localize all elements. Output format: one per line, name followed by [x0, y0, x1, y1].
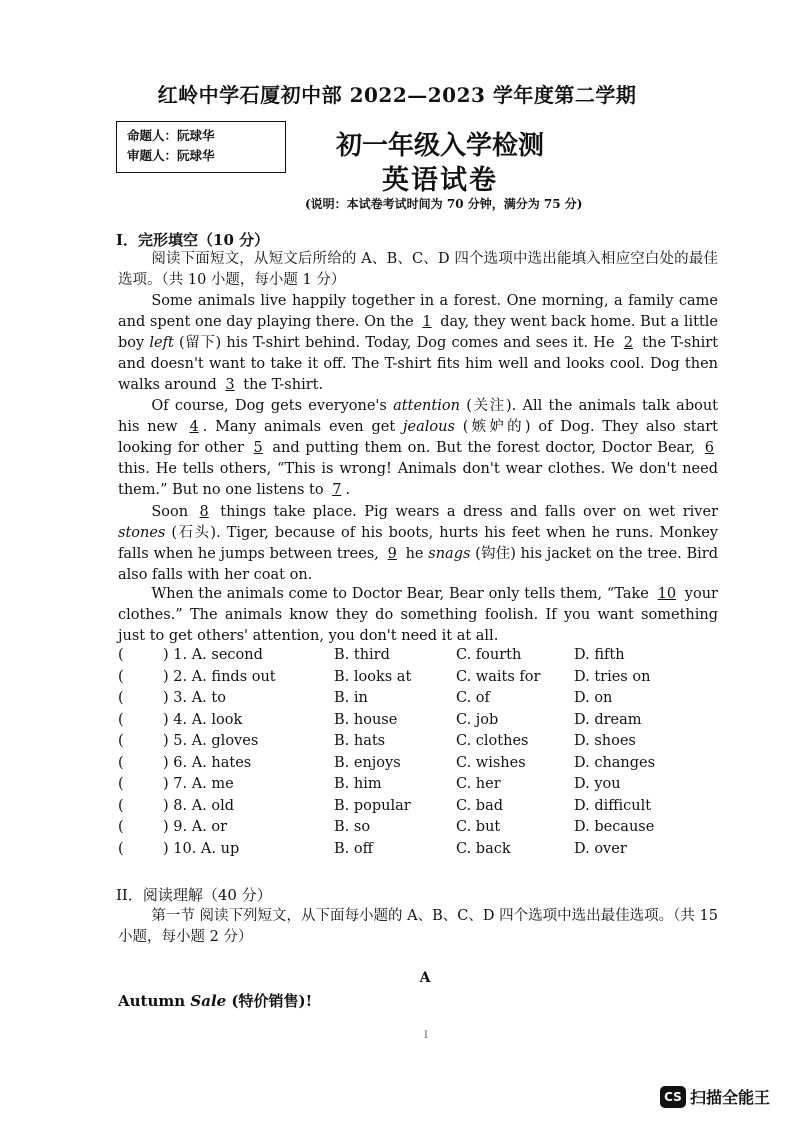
answer-paren: (	[118, 776, 124, 792]
option-b: B. so	[334, 819, 371, 835]
blank-8: 8	[199, 504, 209, 520]
autumn-sale-title: Autumn Sale (特价销售)!	[118, 992, 313, 1010]
question-row	[118, 690, 718, 711]
option-c: C. back	[456, 840, 511, 857]
option-d: D. on	[574, 690, 613, 706]
question-row	[118, 776, 718, 797]
option-b: B. third	[334, 647, 390, 663]
answer-paren: (	[118, 668, 124, 685]
option-b: B. enjoys	[334, 754, 401, 771]
answer-paren: (	[118, 733, 124, 749]
blank-1: 1	[422, 314, 432, 330]
blank-9: 9	[387, 546, 397, 562]
question-row	[118, 647, 718, 668]
option-a: ) 7. A. me	[163, 776, 234, 792]
option-c: C. her	[456, 776, 501, 792]
question-row	[118, 798, 718, 819]
option-c: C. fourth	[456, 647, 522, 663]
section2-instructions: 第一节 阅读下列短文，从下面每小题的 A、B、C、D 四个选项中选出最佳选项。（共 15 小题，每小题 2 分）	[118, 908, 718, 945]
section1-heading: I．完形填空（10 分）	[116, 231, 270, 249]
answer-paren: (	[118, 754, 124, 771]
option-d: D. you	[574, 776, 621, 792]
option-d: D. shoes	[574, 733, 636, 749]
option-a: ) 10. A. up	[163, 840, 240, 857]
author-line: 命题人：阮球华	[127, 128, 215, 143]
answer-paren: (	[118, 819, 124, 835]
answer-paren: (	[118, 690, 124, 706]
option-c: C. clothes	[456, 733, 529, 749]
option-a: ) 8. A. old	[163, 797, 235, 814]
option-a: ) 1. A. second	[163, 647, 263, 663]
passage-paragraph-1: Some animals live happily together in a forest. One morning, a family came and spent one day playing there. On the 1 day, they went back home. But a little boy left (留下) his T-shirt behind. Today, Dog comes and sees it. He 2 the T-shirt and doesn't want to take it off. The T-shirt fits him well and looks cool. Dog then walks around 3 the T-shirt.	[118, 293, 719, 393]
option-c: C. wishes	[456, 754, 526, 771]
camscanner-logo-icon: CS	[660, 1086, 686, 1108]
question-row	[118, 733, 718, 754]
exam-subject: 英语试卷	[382, 165, 498, 196]
blank-6: 6	[704, 440, 715, 456]
option-b: B. house	[334, 711, 398, 728]
option-b: B. in	[334, 690, 368, 706]
option-a: ) 9. A. or	[163, 819, 228, 835]
option-a: ) 4. A. look	[163, 711, 243, 728]
option-d: D. tries on	[574, 668, 651, 685]
option-a: ) 2. A. finds out	[163, 668, 276, 685]
blank-4: 4	[189, 419, 199, 435]
blank-7: 7	[332, 482, 342, 498]
answer-paren: (	[118, 647, 124, 663]
section2-heading: II．阅读理解（40 分）	[116, 886, 272, 904]
option-d: D. difficult	[574, 797, 652, 814]
author-box	[116, 121, 286, 173]
option-d: D. dream	[574, 711, 642, 728]
option-d: D. changes	[574, 754, 656, 771]
blank-10: 10	[657, 586, 677, 602]
passage-paragraph-3: Soon 8 things take place. Pig wears a dress and falls over on wet river stones (石头). Tiger, because of his boots, hurts his feet when he runs. Monkey falls when he jumps between trees, 9 he snags (钩住) his jacket on the tree. Bird also falls with her coat on.	[118, 504, 719, 583]
reviewer-line: 审题人：阮球华	[127, 148, 215, 163]
question-row	[118, 819, 718, 840]
part-label: A	[419, 970, 431, 986]
option-a: ) 3. A. to	[163, 690, 226, 706]
blank-2: 2	[623, 335, 633, 351]
answer-paren: (	[118, 840, 124, 857]
exam-note: (说明：本试卷考试时间为 70 分钟，满分为 75 分)	[305, 197, 583, 211]
option-d: D. over	[574, 840, 627, 857]
question-row	[118, 755, 718, 776]
school-header: 红岭中学石厦初中部 2022—2023 学年度第二学期	[157, 83, 637, 107]
passage-paragraph-4: When the animals come to Doctor Bear, Bear only tells them, “Take 10 your clothes.” The animals know they do something foolish. If you want something just to get others' attention, you don't need it at all.	[118, 586, 718, 644]
option-c: C. of	[456, 690, 490, 706]
option-a: ) 5. A. gloves	[163, 733, 259, 749]
passage-paragraph-2: Of course, Dog gets everyone's attention (关注). All the animals talk about his new 4 . Many animals even get jealous (嫉妒的) of Dog. They also start looking for other 5 and putting them on. But the forest doctor, Doctor Bear, 6 this. He tells others, “This is wrong! Animals don't wear clothes. We don't need them.” But no one listens to 7 .	[118, 398, 719, 498]
option-b: B. off	[334, 840, 373, 857]
answer-paren: (	[118, 797, 124, 814]
exam-title: 初一年级入学检测	[335, 131, 544, 161]
option-b: B. looks at	[334, 668, 412, 685]
section1-instructions: 阅读下面短文，从短文后所给的 A、B、C、D 四个选项中选出能填入相应空白处的最佳选项。（共 10 小题，每小题 1 分）	[118, 251, 718, 288]
blank-3: 3	[225, 377, 235, 393]
option-a: ) 6. A. hates	[163, 754, 252, 771]
question-row	[118, 669, 718, 690]
watermark-text: 扫描全能王	[690, 1088, 771, 1107]
option-c: C. waits for	[456, 668, 541, 685]
option-b: B. hats	[334, 733, 386, 749]
option-b: B. him	[334, 776, 382, 792]
page-mark: I	[424, 1030, 428, 1041]
scanner-watermark	[660, 1085, 770, 1108]
question-row	[118, 841, 718, 862]
option-d: D. fifth	[574, 647, 625, 663]
option-b: B. popular	[334, 797, 411, 814]
blank-5: 5	[253, 440, 263, 456]
question-row	[118, 712, 718, 733]
option-d: D. because	[574, 819, 655, 835]
option-c: C. but	[456, 819, 501, 835]
answer-paren: (	[118, 711, 124, 728]
option-c: C. job	[456, 711, 499, 728]
option-c: C. bad	[456, 797, 504, 814]
